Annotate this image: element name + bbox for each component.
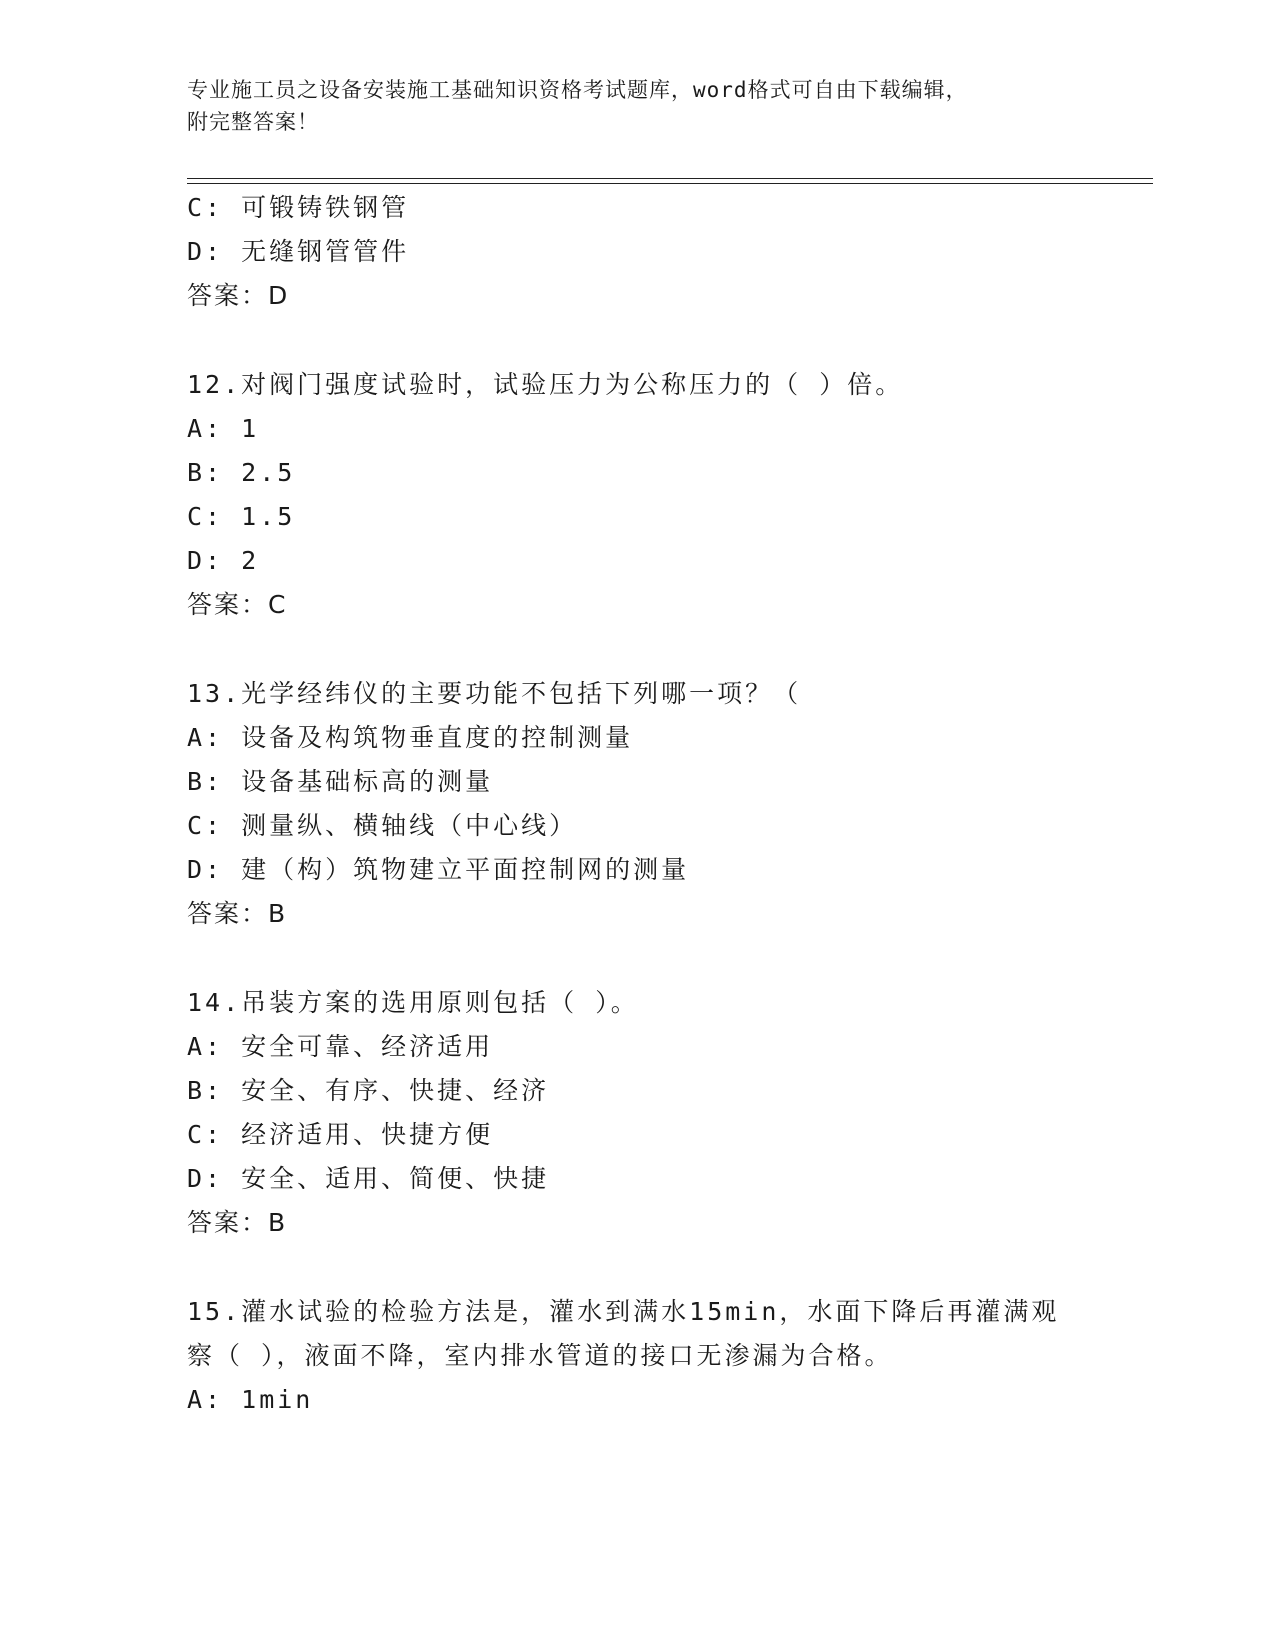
- q15-question-line-2: 察（ ），液面不降，室内排水管道的接口无渗漏为合格。: [187, 1341, 893, 1370]
- header-line-2: 附完整答案！: [187, 110, 319, 134]
- header-divider-top: [187, 178, 1153, 179]
- header-line-1: 专业施工员之设备安装施工基础知识资格考试题库，word格式可自由下载编辑，: [187, 78, 968, 102]
- q12-option-c: C: 1.5: [187, 502, 296, 531]
- header-divider-bottom: [187, 183, 1153, 184]
- q12-option-b: B: 2.5: [187, 458, 296, 487]
- q13-answer: 答案：B: [187, 899, 288, 928]
- q12-question: 12.对阀门强度试验时，试验压力为公称压力的（ ）倍。: [187, 370, 904, 399]
- q13-option-b: B: 设备基础标高的测量: [187, 767, 494, 796]
- q14-option-b: B: 安全、有序、快捷、经济: [187, 1076, 550, 1105]
- q15-question-line-1: 15.灌水试验的检验方法是，灌水到满水15min，水面下降后再灌满观: [187, 1297, 1060, 1326]
- q15-option-a: A: 1min: [187, 1385, 314, 1414]
- document-header: [187, 74, 1087, 138]
- q14-option-c: C: 经济适用、快捷方便: [187, 1120, 494, 1149]
- q13-option-c: C: 测量纵、横轴线（中心线）: [187, 811, 578, 840]
- prev-answer: 答案：D: [187, 281, 290, 310]
- q12-answer: 答案：C: [187, 590, 288, 619]
- q14-option-d: D: 安全、适用、简便、快捷: [187, 1164, 550, 1193]
- q12-option-a: A: 1: [187, 414, 260, 443]
- q12-option-d: D: 2: [187, 546, 260, 575]
- q14-option-a: A: 安全可靠、经济适用: [187, 1032, 494, 1061]
- q13-option-a: A: 设备及构筑物垂直度的控制测量: [187, 723, 634, 752]
- prev-option-c: C: 可锻铸铁钢管: [187, 193, 410, 222]
- prev-option-d: D: 无缝钢管管件: [187, 237, 410, 266]
- q13-question: 13.光学经纬仪的主要功能不包括下列哪一项？（: [187, 679, 802, 708]
- q14-answer: 答案：B: [187, 1208, 288, 1237]
- q14-question: 14.吊装方案的选用原则包括（ ）。: [187, 988, 639, 1017]
- q13-option-d: D: 建（构）筑物建立平面控制网的测量: [187, 855, 690, 884]
